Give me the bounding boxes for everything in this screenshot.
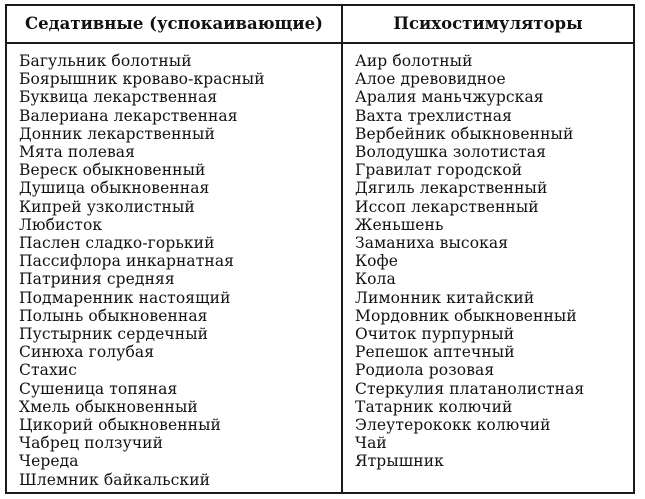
list-item: Пассифлора инкарнатная	[19, 252, 235, 271]
plants-table	[5, 4, 635, 494]
sedative-list	[7, 44, 341, 489]
list-item: Подмаренник настоящий	[19, 288, 231, 307]
list-item: Цикорий обыкновенный	[19, 416, 221, 435]
list-item: Дягиль лекарственный	[355, 179, 548, 198]
list-item: Стеркулия платанолистная	[355, 379, 585, 398]
stimulants-list	[343, 44, 633, 471]
list-item: Алое древовидное	[355, 70, 506, 89]
list-item: Любисток	[19, 215, 103, 234]
list-item: Репешок аптечный	[355, 343, 515, 362]
list-item: Патриния средняя	[19, 270, 175, 289]
list-item: Душица обыкновенная	[19, 179, 210, 198]
list-item: Донник лекарственный	[19, 124, 215, 143]
list-item: Валериана лекарственная	[19, 106, 238, 125]
list-item: Аир болотный	[355, 52, 473, 70]
list-item: Родиола розовая	[355, 361, 495, 380]
list-item: Кола	[355, 270, 396, 289]
list-item: Мята полевая	[19, 143, 136, 162]
list-item: Лимонник китайский	[355, 288, 535, 307]
list-item: Сушеница топяная	[19, 379, 178, 398]
list-item: Чабрец ползучий	[19, 434, 164, 453]
list-item: Кофе	[355, 252, 399, 271]
list-item: Вереск обыкновенный	[19, 161, 206, 180]
list-item: Пустырник сердечный	[19, 325, 209, 344]
list-item: Ятрышник	[355, 452, 444, 471]
header-stimulants: Психостимуляторы	[393, 14, 583, 33]
list-item: Гравилат городской	[355, 161, 523, 180]
list-item: Очиток пурпурный	[355, 325, 515, 344]
list-item: Татарник колючий	[355, 397, 513, 416]
list-item: Шлемник байкальский	[19, 470, 211, 489]
list-item: Паслен сладко-горький	[19, 234, 215, 253]
list-item: Синюха голубая	[19, 343, 155, 362]
header-sedative: Седативные (успокаивающие)	[25, 14, 323, 33]
list-item: Чай	[355, 434, 387, 453]
header-cell-stimulants	[343, 6, 633, 42]
list-item: Багульник болотный	[19, 52, 192, 70]
list-item: Элеутерококк колючий	[355, 416, 551, 435]
stimulants-cell	[343, 44, 633, 492]
sedative-cell	[7, 44, 343, 492]
list-item: Володушка золотистая	[355, 143, 546, 162]
list-item: Иссоп лекарственный	[355, 197, 539, 216]
list-item: Женьшень	[355, 215, 444, 234]
list-item: Хмель обыкновенный	[19, 397, 198, 416]
list-item: Полынь обыкновенная	[19, 306, 208, 325]
list-item: Стахис	[19, 361, 78, 380]
list-item: Буквица лекарственная	[19, 88, 218, 107]
list-item: Боярышник кроваво-красный	[19, 70, 265, 89]
table-header-row	[7, 6, 633, 44]
list-item: Заманиха высокая	[355, 234, 509, 253]
list-item: Кипрей узколистный	[19, 197, 195, 216]
list-item: Аралия маньчжурская	[355, 88, 544, 107]
list-item: Вахта трехлистная	[355, 106, 513, 125]
table-body-row	[7, 44, 633, 492]
list-item: Мордовник обыкновенный	[355, 306, 577, 325]
list-item: Вербейник обыкновенный	[355, 124, 574, 143]
header-cell-sedative	[7, 6, 343, 42]
list-item: Череда	[19, 452, 79, 471]
